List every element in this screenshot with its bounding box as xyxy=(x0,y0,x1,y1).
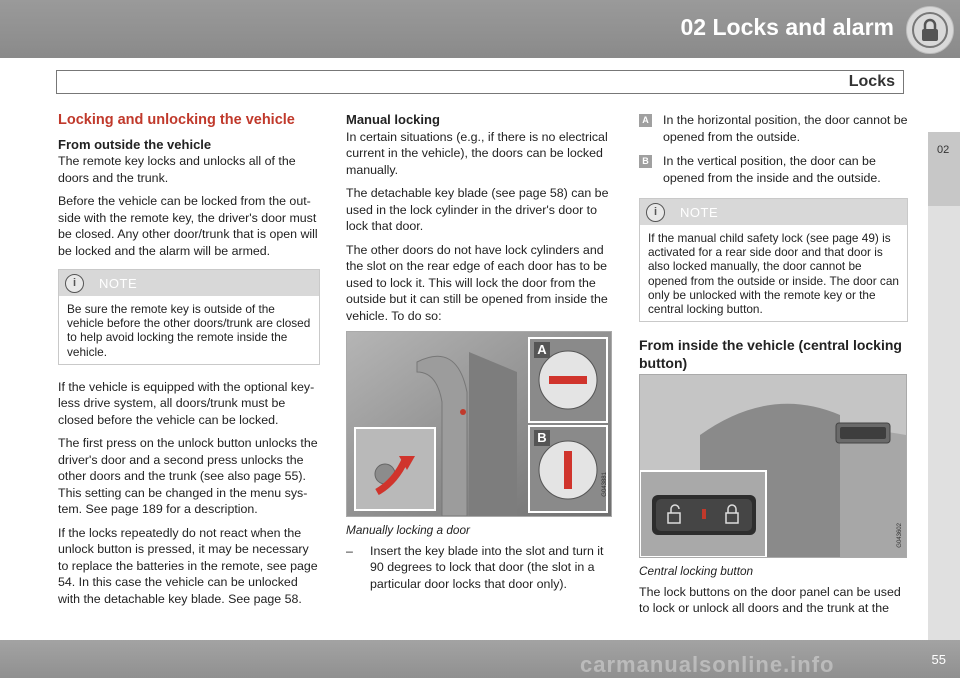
subheading-outside: From outside the vehicle xyxy=(58,136,212,152)
note-text: Be sure the remote key is outside of the vehicle before the other doors/trunk are closed to help avoid locking the remote inside the vehicle. xyxy=(67,302,311,359)
figure-caption: Manually locking a door xyxy=(346,523,470,537)
dash-bullet: – xyxy=(346,543,353,558)
chapter-title: 02 Locks and alarm xyxy=(680,14,894,40)
figure-label-b: B xyxy=(534,430,550,446)
paragraph: The other doors do not have lock cylinders and the slot on the rear edge of each door has to be used to lock it. This will lock the door from the outside but it can still be opened from inside the vehicle. To do so: xyxy=(346,242,608,323)
note-header xyxy=(59,270,319,296)
section-bar xyxy=(56,70,904,94)
figure-code: G043881 xyxy=(602,472,608,497)
instruction-text: Insert the key blade into the slot and turn it 90 degrees to lock that door (the slot in a particular door locks that door only). xyxy=(370,543,604,591)
list-item-text: In the horizontal position, the door cannot be opened from the outside. xyxy=(663,113,908,144)
badge-a: A xyxy=(639,114,652,127)
column-2 xyxy=(346,112,612,592)
column-3 xyxy=(639,112,908,624)
watermark: carmanualsonline.info xyxy=(580,652,835,677)
page-header xyxy=(0,0,960,58)
section-title: Locks xyxy=(848,73,895,90)
paragraph: The lock buttons on the door panel can be used to lock or unlock all doors and the trunk at the xyxy=(639,584,901,616)
paragraph: Before the vehicle can be locked from the out-side with the remote key, the driver's door must be closed. Any other door/trunk that is open will be locked and the alarm will be armed. xyxy=(58,194,318,258)
lock-icon xyxy=(906,6,954,54)
note-label: NOTE xyxy=(99,276,138,291)
info-icon: i xyxy=(646,203,665,222)
list-item-b xyxy=(639,153,908,186)
chapter-tab-label: 02 xyxy=(937,144,950,156)
badge-b: B xyxy=(639,155,652,168)
info-icon: i xyxy=(65,274,84,293)
figure-code: G043602 xyxy=(897,523,903,548)
figure-caption: Central locking button xyxy=(639,564,754,579)
instruction-step xyxy=(346,543,612,593)
figure-label-a: A xyxy=(534,342,550,358)
note-header xyxy=(640,199,907,225)
note-box xyxy=(58,269,320,365)
list-item-text: In the vertical position, the door can be opened from the inside and the outside. xyxy=(663,154,881,185)
note-box xyxy=(639,198,908,322)
page-number: 55 xyxy=(931,652,946,667)
paragraph: If the locks repeatedly do not react when the unlock button is pressed, it may be necessary to replace the batteries in the remote, see page 54. In this case the vehicle can be unlocked with the detachable key blade. See page 58. xyxy=(58,525,318,606)
paragraph: The first press on the unlock button unlocks the driver's door and a second press unlocks the other doors and the trunk (see also page 55). This setting can be changed in the menu sys-tem. See page 189 for a description. xyxy=(58,436,318,517)
note-text: If the manual child safety lock (see page 49) is activated for a rear side door and that door is also locked manually, the door cannot be opened from the outside or inside. The door can only be unlocked with the remote key or the central locking button. xyxy=(648,231,899,317)
paragraph: The remote key locks and unlocks all of the doors and the trunk. xyxy=(58,154,296,185)
subheading-manual-locking: Manual locking xyxy=(346,112,440,127)
paragraph: The detachable key blade (see page 58) can be used in the lock cylinder in the driver's door to lock that door. xyxy=(346,186,609,233)
side-strip xyxy=(928,206,960,640)
section-heading: Locking and unlocking the vehicle xyxy=(58,112,295,128)
chapter-tab xyxy=(928,132,960,206)
column-1 xyxy=(58,112,320,614)
central-lock-illustration xyxy=(639,374,907,558)
note-label: NOTE xyxy=(680,205,719,220)
subheading-central-locking: From inside the vehicle (central locking button) xyxy=(639,337,902,372)
door-lock-illustration xyxy=(346,331,612,517)
paragraph: In certain situations (e.g., if there is no electrical current in the vehicle), the doors can be locked manually. xyxy=(346,129,608,177)
paragraph: If the vehicle is equipped with the optional key-less drive system, all doors/trunk must be closed before the vehicle can be locked. xyxy=(58,379,315,427)
list-item-a xyxy=(639,112,908,145)
